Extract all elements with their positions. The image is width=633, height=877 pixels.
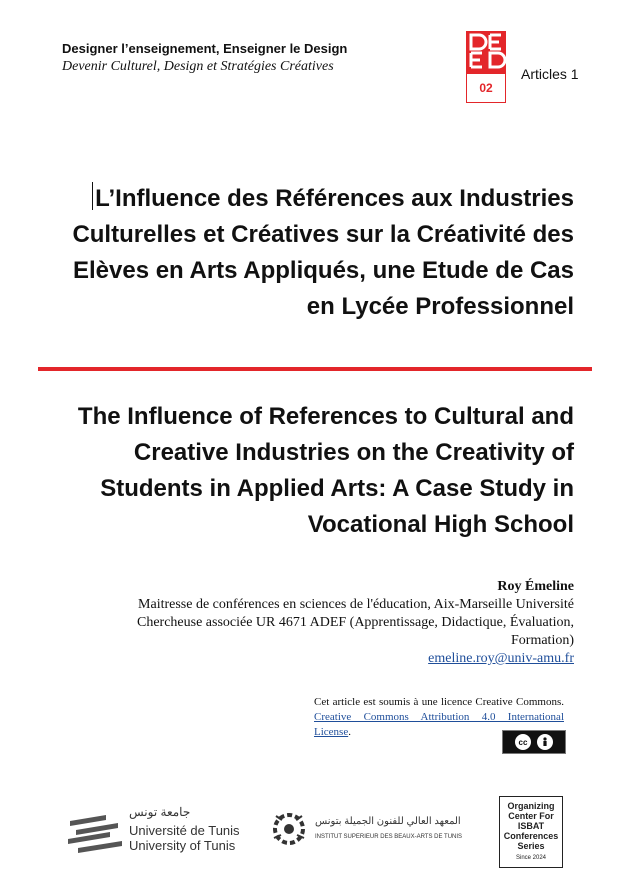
author-name: Roy Émeline [497,579,574,594]
university-name-fr: Université de Tunis [129,823,240,838]
author-affiliation-2: Chercheuse associée UR 4671 ADEF (Apprentissage, Didactique, Évaluation, [136,615,574,630]
person-icon [537,734,553,750]
university-name-en: University of Tunis [129,838,236,853]
conference-series-logo [499,796,563,868]
journal-issue-number: 02 [466,73,506,103]
text-cursor [92,182,93,210]
journal-header [62,40,347,76]
article-title-en: The Influence of References to Cultural and Creative Industries on the Creativity of Students in Applied Arts: A Case Study in Vocational High School [77,403,574,538]
conf-line-2: Center For [508,811,554,821]
isba-name-arabic: المعهد العالي للفنون الجميلة بتونس [315,816,461,827]
journal-subtitle: Devenir Culturel, Design et Stratégies Créatives [62,59,334,74]
author-email-link[interactable]: emeline.roy@univ-amu.fr [428,651,574,666]
section-divider [38,367,592,371]
author-affiliation-3: Formation) [511,633,574,648]
conf-line-3: ISBAT [517,821,545,831]
article-title-fr [40,181,574,325]
cc-license-badge[interactable] [502,730,566,754]
journal-logo [466,31,506,103]
journal-logo-mark [466,31,506,73]
isba-emblem-icon [270,808,308,850]
section-label: Articles 1 [521,66,579,82]
license-notice: Cet article est soumis à une licence Creative Commons. Creative Commons Attribution 4.0 International License. [314,696,564,738]
conf-line-4: Conferences [503,831,559,841]
conf-since: Since 2024 [515,855,547,861]
logo-letters-icon [466,31,506,73]
conf-line-5: Series [517,841,545,851]
license-text: Cet article est soumis à une licence Creative Commons. [314,696,564,708]
article-title-fr-text: L’Influence des Références aux Industries Culturelles et Créatives sur la Créativité des Elèves en Arts Appliqués, une Etude de Cas en Lycée Professionnel [72,185,574,320]
isba-tunis-logo [270,808,463,854]
journal-title: Designer l’enseignement, Enseigner le Design [62,41,348,56]
university-of-tunis-logo [66,803,246,859]
cc-icon: cc [515,734,531,750]
author-affiliation-1: Maitresse de conférences en sciences de l'éducation, Aix-Marseille Université [138,597,574,612]
author-block [40,578,574,668]
university-name [129,823,240,853]
university-name-arabic: جامعة تونس [129,805,191,819]
isba-name-fr: INSTITUT SUPERIEUR DES BEAUX-ARTS DE TUNIS [315,834,463,840]
university-emblem-icon [66,815,124,855]
conf-line-1: Organizing [507,801,555,811]
license-link[interactable]: Creative Commons Attribution 4.0 International License [314,711,564,738]
